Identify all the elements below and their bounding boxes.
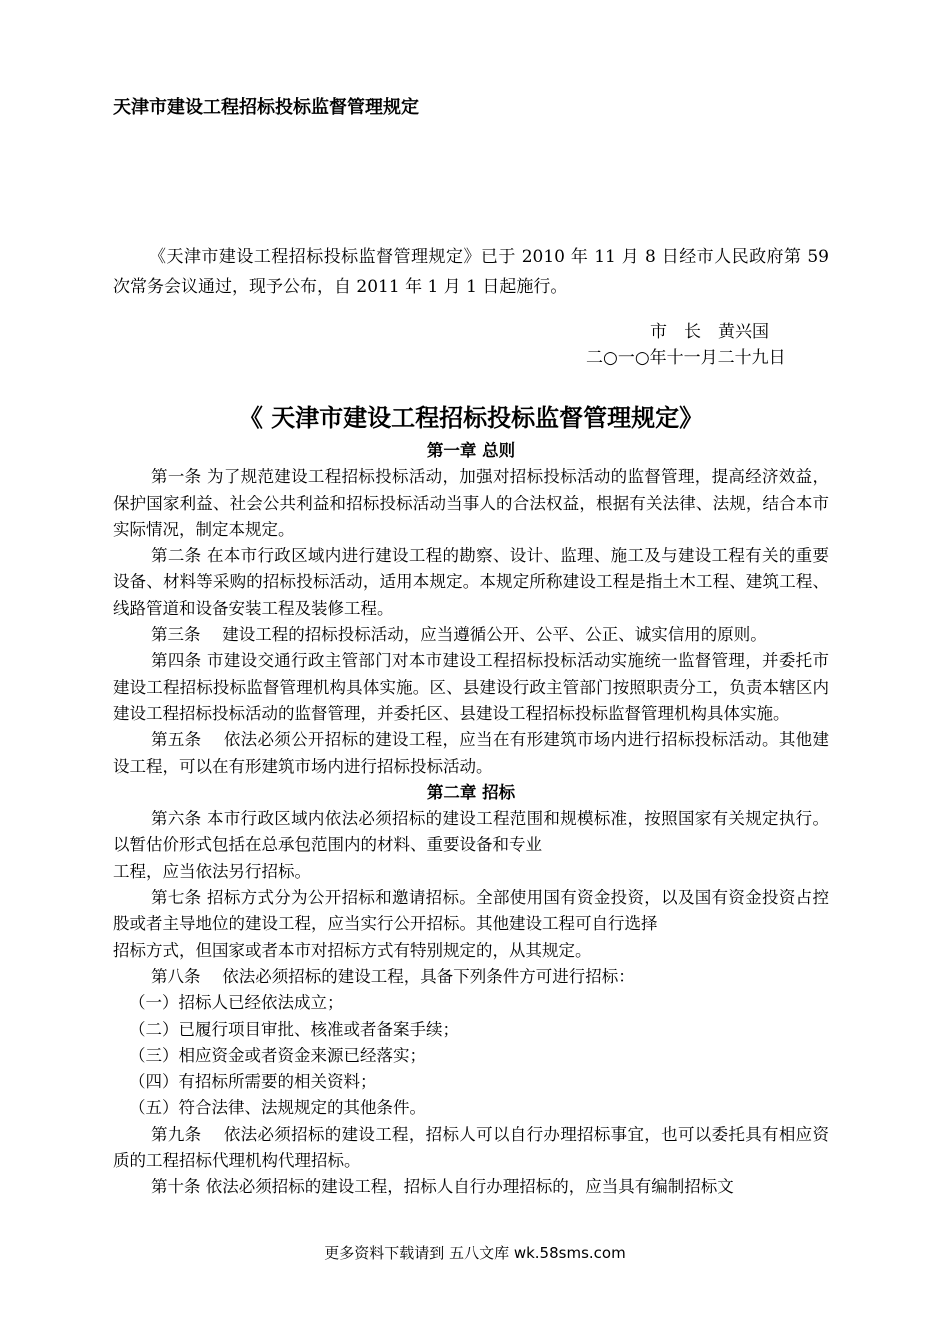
article-7-part-1: 第七条 招标方式分为公开招标和邀请招标。全部使用国有资金投资，以及国有资金投资占控股或者主导地位的建设工程，应当实行公开招标。其他建设工程可自行选择 [113,888,829,934]
chapter-heading: 第二章 招标 [426,782,516,802]
article-6-part-2: 工程，应当依法另行招标。 [113,861,311,881]
page-header-title: 天津市建设工程招标投标监督管理规定 [113,97,419,118]
list-item: （二）已履行项目审批、核准或者备案手续； [129,1019,459,1039]
list-item: （三）相应资金或者资金来源已经落实； [129,1045,426,1065]
article-5: 第五条 依法必须公开招标的建设工程，应当在有形建筑市场内进行招标投标活动。其他建设工程，可以在有形建筑市场内进行招标投标活动。 [113,730,829,776]
article-6-part-1: 第六条 本市行政区域内依法必须招标的建设工程范围和规模标准，按照国家有关规定执行。以暂估价形式包括在总承包范围内的材料、重要设备和专业 [113,809,829,855]
chapter-heading: 第一章 总则 [426,441,516,460]
article-10: 第十条 依法必须招标的建设工程，招标人自行办理招标的，应当具有编制招标文 [151,1177,734,1197]
article-1: 第一条 为了规范建设工程招标投标活动，加强对招标投标活动的监督管理，提高经济效益，保护国家利益、社会公共利益和招标投标活动当事人的合法权益，根据有关法律、法规，结合本市实际情况，制定本规定。 [113,467,829,539]
article-2: 第二条 在本市行政区域内进行建设工程的勘察、设计、监理、施工及与建设工程有关的重要设备、材料等采购的招标投标活动，适用本规定。本规定所称建设工程是指土木工程、建筑工程、线路管道和设备安装工程及装修工程。 [113,546,829,618]
intro-paragraph: 《天津市建设工程招标投标监督管理规定》已于 2010 年 11 月 8 日经市人民政府第 59 次常务会议通过，现予公布，自 2011 年 1 月 1 日起施行。 [113,247,829,297]
article-9: 第九条 依法必须招标的建设工程，招标人可以自行办理招标事宜，也可以委托具有相应资质的工程招标代理机构代理招标。 [113,1124,829,1171]
footer-link-text: 更多资料下载请到 五八文库 wk.58sms.com [324,1244,626,1262]
article-8: 第八条 依法必须招标的建设工程，具备下列条件方可进行招标： [151,966,635,986]
document-body [113,438,829,1201]
list-item: （五）符合法律、法规规定的其他条件。 [129,1098,426,1118]
signature-mayor: 市 长 黄兴国 [650,322,769,342]
list-item: （一）招标人已经依法成立； [129,993,344,1013]
article-4: 第四条 市建设交通行政主管部门对本市建设工程招标投标活动实施统一监督管理，并委托市建设工程招标投标监督管理机构具体实施。区、县建设行政主管部门按照职责分工，负责本辖区内建设工程招标投标活动的监督管理，并委托区、县建设工程招标投标监督管理机构具体实施。 [113,651,829,723]
article-7-part-2: 招标方式，但国家或者本市对招标方式有特别规定的，从其规定。 [113,940,592,960]
document-title: 《 天津市建设工程招标投标监督管理规定》 [238,404,704,432]
list-item: （四）有招标所需要的相关资料； [129,1072,377,1092]
article-3: 第三条 建设工程的招标投标活动，应当遵循公开、公平、公正、诚实信用的原则。 [151,625,767,645]
signature-date: 二○一○年十一月二十九日 [586,348,786,368]
